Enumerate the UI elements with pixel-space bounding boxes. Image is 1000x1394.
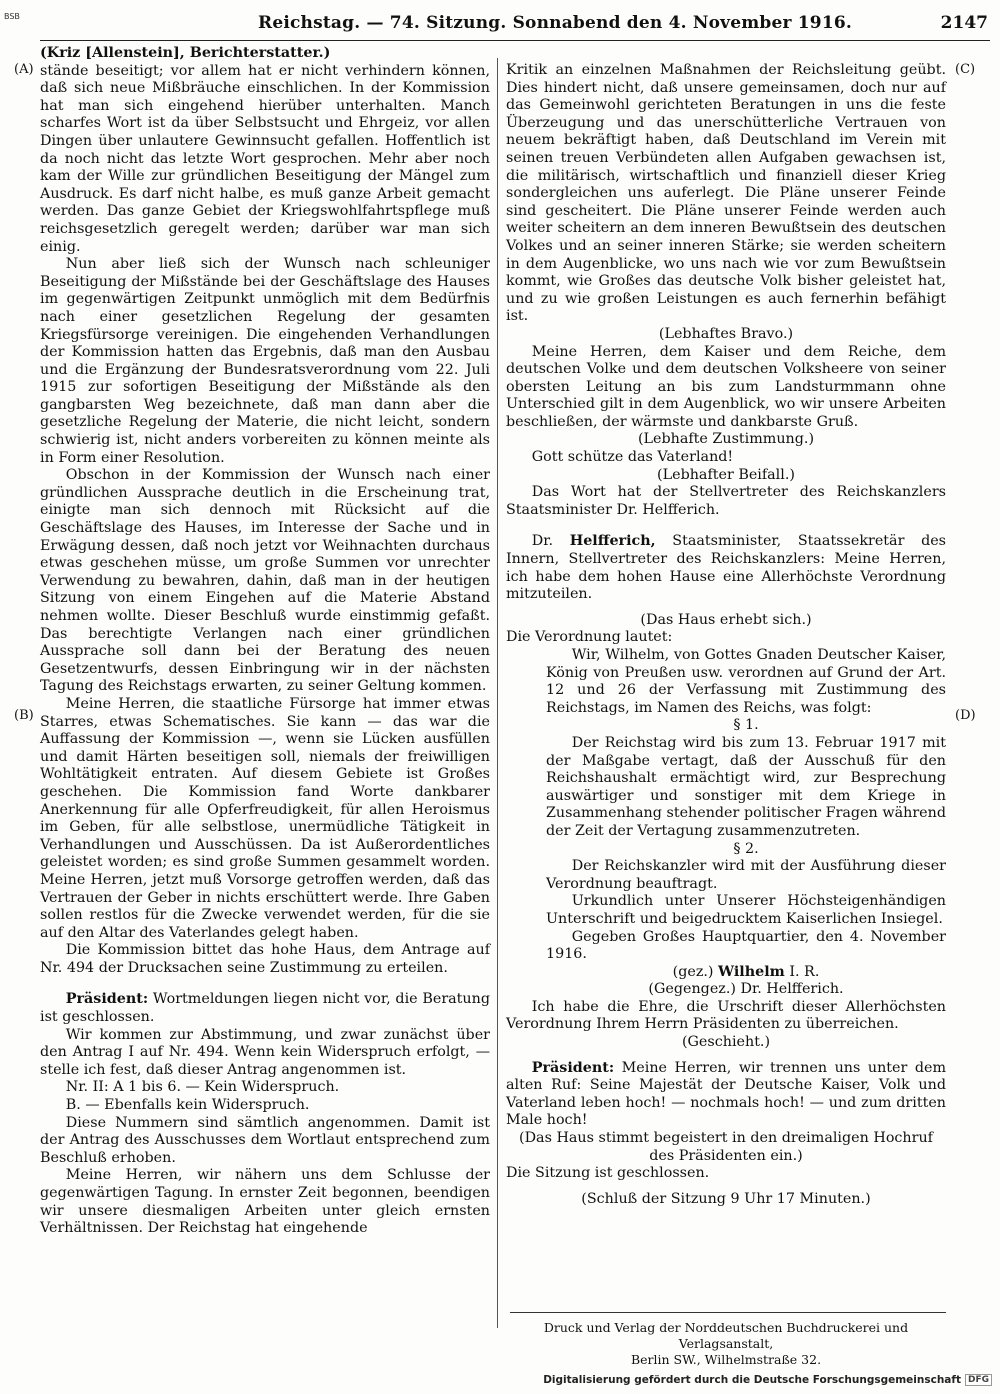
ordinance-text: Urkundlich unter Unserer Höchsteigenhändigen Unterschrift und beigedrucktem Kaiserlichen Insiegel. — [546, 893, 946, 927]
session-close: (Schluß der Sitzung 9 Uhr 17 Minuten.) — [581, 1190, 871, 1207]
reaction: (Das Haus stimmt begeistert in den dreimaligen Hochruf des Präsidenten ein.) — [519, 1130, 933, 1164]
ordinance-text: Wir, Wilhelm, von Gottes Gnaden Deutscher Kaiser, König von Preußen usw. verordnen auf Grund der Art. 12 und 26 der Verfassung mit Zustimmung des Reichstags, im Namen des Reichs, was folgt: — [546, 647, 946, 716]
paragraph: Meine Herren, dem Kaiser und dem Reiche, dem deutschen Volke und dem deutschen Volksheere von seiner obersten Leitung an bis zum Landsturmmann ohne Unterschied gilt in dem Augenblick, wo wir unsere Arbeiten beschließen, der wärmste und dankbarste Gruß. — [506, 343, 946, 430]
speaker-label: Präsident: — [65, 991, 149, 1008]
margin-marker-a: (A) — [14, 62, 34, 77]
paragraph: Die Verordnung lautet: — [506, 629, 673, 646]
running-title: Reichstag. — 74. Sitzung. Sonnabend den 4. November 1916. — [258, 13, 853, 33]
left-column — [40, 45, 490, 1238]
paragraph: Meine Herren, wir nähern uns dem Schlusse der gegenwärtigen Tagung. In ernster Zeit begonnen, beendigen wir unsere diesmaligen Arbeiten unter gleich ernsten Verhältnissen. Der Reichstag hat eingehende — [40, 1167, 490, 1237]
paragraph: stände beseitigt; vor allem hat er nicht verhindern können, daß sich neue Mißbräuche einschlichen. In der Kommission hat man sich eingehend hierüber unterhalten. Manch scharfes Wort ist da über Selbstsucht und Ehrgeiz, vor allen Dingen über unlautere Gewinnsucht gefallen. Hoffentlich ist da noch nicht das letzte Wort gesprochen. Mehr aber noch kam der Wille zur gründlichen Beseitigung der Mängel zum Ausdruck. Es darf nicht halbe, es muß ganze Arbeit gemacht werden. Das ganze Gebiet der Kriegswohlfahrtspflege muß reichsgesetzlich geregelt werden; darüber war man sich einig. — [40, 62, 490, 255]
imprint-rule — [510, 1312, 946, 1313]
bsb-corner-label: BSB — [4, 12, 20, 21]
paragraph: Die Sitzung ist geschlossen. — [506, 1165, 710, 1182]
reaction: (Das Haus erhebt sich.) — [640, 611, 812, 628]
paragraph: Wortmeldungen liegen nicht vor, die Beratung ist geschlossen. — [40, 991, 490, 1026]
paragraph: Das Wort hat der Stellvertreter des Reichskanzlers Staatsminister Dr. Helfferich. — [506, 484, 946, 518]
paragraph: Nr. II: A 1 bis 6. — Kein Widerspruch. — [65, 1079, 340, 1096]
paragraph: Nun aber ließ sich der Wunsch nach schleuniger Beseitigung der Mißstände bei der Geschäftslage des Hauses im gegenwärtigen Zeitpunkt unmöglich mit dem Bedürfnis nach einer gesetzlichen Regelung der gesamten Kriegsfürsorge vereinigen. Die eingehenden Verhandlungen der Kommission hatten das Ergebnis, daß man den Ausbau und die Ergänzung der Bundesratsverordnung vom 22. Juli 1915 zur sofortigen Beseitigung der Mißstände als den gangbarsten Weg bezeichnete, daß man dann aber die gesetzliche Regelung der Materie, die nicht leicht, sondern schwierig ist, nicht anders vorbereiten zu können meinte als in Form einer Resolution. — [40, 256, 490, 466]
imprint-line: Druck und Verlag der Norddeutschen Buchdruckerei und Verlagsanstalt, — [543, 1320, 909, 1351]
paragraph: B. — Ebenfalls kein Widerspruch. — [65, 1097, 310, 1114]
ordinance-text: Der Reichstag wird bis zum 13. Februar 1917 mit der Maßgabe vertagt, daß der Ausschuß für den Reichshaushalt ermächtigt wird, zur Besprechung auswärtiger und sonstiger mit dem Kriege in Zusammenhang stehender politischer Fragen während der Zeit der Vertagung zusammenzutreten. — [546, 734, 946, 839]
margin-marker-d: (D) — [955, 708, 976, 723]
paragraph: Wir kommen zur Abstimmung, und zwar zunächst über den Antrag I auf Nr. 494. Wenn kein Widerspruch erfolgt, — stelle ich fest, daß dieser Antrag angenommen ist. — [40, 1026, 490, 1078]
margin-marker-b: (B) — [14, 708, 34, 723]
right-column — [506, 62, 946, 1208]
president-remark: Präsident: Meine Herren, wir trennen uns unter dem alten Ruf: Seine Majestät der Deutsche Kaiser, Volk und Vaterland leben hoch! — nochmals hoch! — und zum dritten Male hoch! — [506, 1059, 946, 1129]
paragraph: Meine Herren, die staatliche Fürsorge hat immer etwas Starres, etwas Schematisches. Sie kann — das war die Auffassung der Kommission —, wenn sie Lücken ausfüllen und damit Härten beseitigen soll, niemals der freiwilligen Wohltätigkeit entraten. Auf diesem Gebiete ist Großes geschehen. Die Kommission fand Worte dankbarer Anerkennung für alle Opferfreudigkeit, für allen Heroismus im Geben, für alle selbstlose, unermüdliche Tätigkeit in Verhandlungen und Ausschüssen. Da ist Außerordentliches geleistet worden; es sind große Summen gesammelt worden. Meine Herren, jetzt muß Vorsorge getroffen werden, daß das Vertrauen der Geber in nichts erschüttert werde. Ihre Gaben sollen restlos für die Zwecke verwendet werden, für die sie auf den Altar des Vaterlandes gelegt haben. — [40, 695, 490, 941]
speaker-label: Helfferich, — [569, 533, 656, 550]
paragraph: Diese Nummern sind sämtlich angenommen. Damit ist der Antrag des Ausschusses dem Wortlaut entsprechend zum Beschluß erhoben. — [40, 1114, 490, 1166]
paragraph: Gott schütze das Vaterland! — [531, 449, 734, 466]
speaker-label: Präsident: — [531, 1059, 615, 1076]
paragraph: Die Kommission bittet das hohe Haus, dem Antrage auf Nr. 494 der Drucksachen seine Zustimmung zu erteilen. — [40, 942, 490, 976]
paragraph: Kritik an einzelnen Maßnahmen der Reichsleitung geübt. Dies hindert nicht, daß unsere gemeinsamen, doch nur auf das Gemeinwohl gerichteten Beratungen in uns die feste Überzeugung und das unerschütterliche Vertrauen von neuem bekräftigt haben, daß Deutschland im Verein mit seinen treuen Verbündeten allen Aufgaben gewachsen ist, die militärisch, wirtschaftlich und finanziell dieser Krieg sondergleichen uns auferlegt. Die Pläne unserer Feinde sind gescheitert. Die Pläne unserer Feinde werden auch weiter scheitern an dem inneren Bewußtsein des deutschen Volkes und an seiner inneren Stärke; sie werden scheitern in dem Augenblicke, wo uns nach wie vor zum Bewußtsein kommt, wie Großes das deutsche Volk bisher geleistet hat, und zu wie großen Leistungen es auch fernerhin befähigt ist. — [506, 62, 946, 325]
paragraph: Ich habe die Ehre, die Urschrift dieser Allerhöchsten Verordnung Ihrem Herrn Präsidenten zu überreichen. — [506, 998, 946, 1033]
ordinance-text: Gegeben Großes Hauptquartier, den 4. November 1916. — [546, 928, 946, 963]
printer-imprint — [506, 1320, 946, 1368]
helfferich-speech: Dr. Helfferich, Staatsminister, Staatssekretär des Innern, Stellvertreter des Reichskanzlers: Meine Herren, ich habe dem hohen Hause eine Allerhöchste Verordnung mitzuteilen. — [506, 533, 947, 603]
reaction: (Geschieht.) — [681, 1034, 771, 1051]
paragraph: Obschon in der Kommission der Wunsch nach einer gründlichen Aussprache deutlich in die Erscheinung trat, einigte man sich dennoch mit Rücksicht auf die Geschäftslage des Hauses, im Interesse der Sache und in Erwägung dessen, daß noch jetzt vor Weihnachten durchaus etwas geschehen müsse, um große Summen vor unrechter Verwendung zu bewahren, dahin, daß man in der heutigen Sitzung von einem Eingehen auf die Materie Abstand nehmen wollte. Dieser Beschluß wurde einstimmig gefaßt. Das berechtigte Verlangen nach einer gründlichen Aussprache soll dann bei der Beratung des neuen Gesetzentwurfs, dessen Einbringung wir in der nächsten Tagung des Reichstags erwarten, zu seiner Geltung kommen. — [40, 467, 490, 695]
imprint-line: Berlin SW., Wilhelmstraße 32. — [630, 1352, 822, 1367]
countersignature: (Gegengez.) Dr. Helfferich. — [648, 981, 844, 998]
reaction: (Lebhaftes Bravo.) — [658, 325, 794, 342]
president-remark — [40, 991, 490, 1026]
page-number: 2147 — [940, 13, 988, 33]
ordinance-text: Der Reichskanzler wird mit der Ausführung dieser Verordnung beauftragt. — [546, 858, 946, 892]
reaction: (Lebhafter Beifall.) — [657, 466, 795, 483]
page-header — [258, 8, 988, 38]
margin-marker-c: (C) — [955, 62, 976, 77]
column-divider — [497, 58, 498, 1328]
dfg-logo: DFG — [965, 1374, 992, 1386]
digitization-footer — [543, 1374, 992, 1386]
header-rule — [40, 40, 990, 41]
footer-text: Digitalisierung gefördert durch die Deutsche Forschungsgemeinschaft — [543, 1374, 961, 1386]
speaker-heading: (Kriz [Allenstein], Berichterstatter.) — [40, 45, 331, 61]
section-number: § 1. — [733, 717, 759, 734]
ordinance-block — [506, 647, 946, 999]
section-number: § 2. — [733, 840, 759, 857]
reaction: (Lebhafte Zustimmung.) — [637, 431, 815, 448]
signature: (gez.) Wilhelm I. R. — [672, 963, 820, 980]
